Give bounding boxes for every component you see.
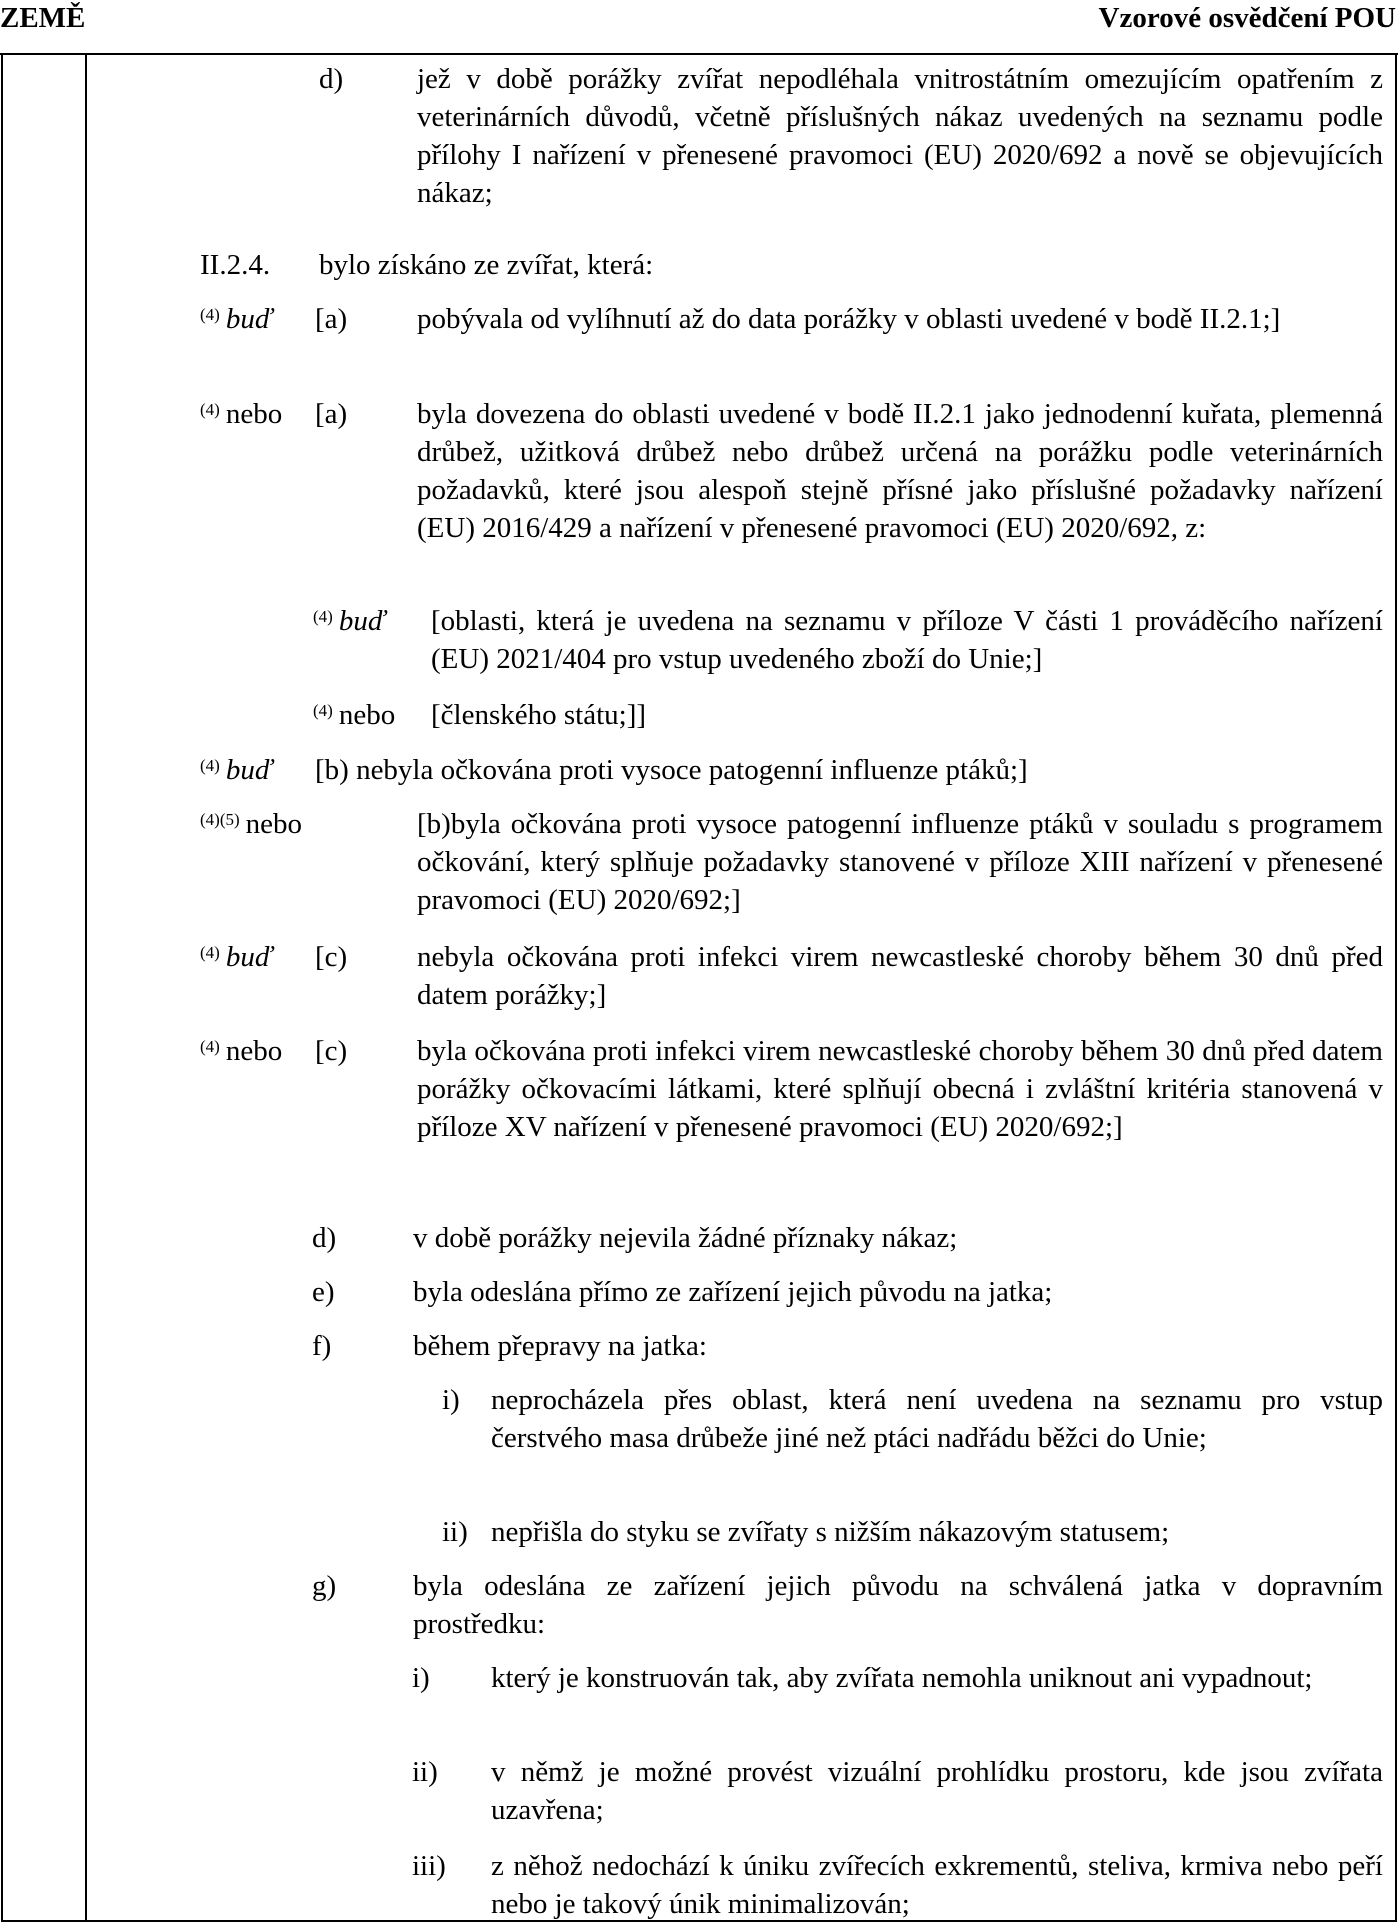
item-a1-text: pobývala od vylíhnutí až do data porážky v oblasti uvedené v bodě II.2.1;]: [417, 303, 1281, 335]
option-marker-or: $^{(4)(5)}$ nebo: [200, 808, 303, 840]
option-marker-or: $^{(4)}$ nebo: [200, 398, 283, 430]
option-marker-either: $^{(4)}$ buď: [200, 941, 273, 973]
item-g-iii-text: z něhož nedochází k úniku zvířecích exkrementů, steliva, krmiva nebo peří nebo je takový únik minimalizován;: [491, 1850, 1383, 1920]
item-d-label: d): [312, 1222, 337, 1254]
page-header: [0, 0, 1398, 56]
item-f-i-label: i): [442, 1384, 460, 1416]
item-f-label: f): [312, 1330, 332, 1362]
option-marker-either: $^{(4)}$ buď: [200, 303, 273, 335]
item-b2-text: [b)byla očkována proti vysoce patogenní influenze ptáků v souladu s programem očkování, který splňuje požadavky stanovené v příloze XIII nařízení v přenesené pravomoci (EU) 2020/692;]: [417, 808, 1383, 916]
item-f-text: během přepravy na jatka:: [413, 1330, 707, 1362]
item-f-i-text: neprocházela přes oblast, která není uvedena na seznamu pro vstup čerstvého masa drůbeže jiné než ptáci nadřádu běžci do Unie;: [491, 1384, 1383, 1454]
item-d-top-text: jež v době porážky zvířat nepodléhala vnitrostátním omezujícím opatřením z veterinárních důvodů, včetně příslušných nákaz uvedených na seznamu podle přílohy I nařízení v přenesené pravomoci (EU) 2020/692 a nově se objevujících nákaz;: [417, 63, 1383, 209]
option-marker-either: $^{(4)}$ buď: [200, 754, 273, 786]
item-d-text: v době porážky nejevila žádné příznaky nákaz;: [413, 1222, 958, 1254]
item-g-text: byla odeslána ze zařízení jejich původu na schválená jatka v dopravním prostředku:: [413, 1570, 1383, 1640]
item-f-ii-text: nepřišla do styku se zvířaty s nižším nákazovým statusem;: [491, 1516, 1170, 1548]
item-a2-text: byla dovezena do oblasti uvedené v bodě II.2.1 jako jednodenní kuřata, plemenná drůbež, užitková drůbež nebo drůbež určená na porážku podle veterinárních požadavků, které jsou alespoň stejně přísné jako příslušné požadavky nařízení (EU) 2016/429 a nařízení v přenesené pravomoci (EU) 2020/692, z:: [417, 398, 1383, 544]
item-c2-text: byla očkována proti infekci virem newcastleské choroby během 30 dnů před datem porážky očkovacími látkami, které splňují obecná i zvláštní kritéria stanovená v příloze XV nařízení v přenesené pravomoci (EU) 2020/692;]: [417, 1035, 1383, 1143]
item-f-ii-label: ii): [442, 1516, 468, 1548]
option-marker-or: $^{(4)}$ nebo: [313, 699, 396, 731]
section-ii-2-4-text: bylo získáno ze zvířat, která:: [319, 249, 654, 281]
item-c1-text: nebyla očkována proti infekci virem newcastleské choroby během 30 dnů před datem porážky;]: [417, 941, 1383, 1011]
item-e-label: e): [312, 1276, 335, 1308]
item-a2-either-text: [oblasti, která je uvedena na seznamu v příloze V části 1 prováděcího nařízení (EU) 2021/404 pro vstup uvedeného zboží do Unie;]: [431, 605, 1383, 675]
item-g-ii-text: v němž je možné provést vizuální prohlídku prostoru, kde jsou zvířata uzavřena;: [491, 1756, 1383, 1826]
item-a2-or-text: [členského státu;]]: [431, 699, 647, 731]
item-g-iii-label: iii): [412, 1850, 446, 1882]
item-b1-text: [b) nebyla očkována proti vysoce patogenní influenze ptáků;]: [315, 754, 1028, 786]
certificate-body: [87, 55, 1392, 1920]
item-e-text: byla odeslána přímo ze zařízení jejich původu na jatka;: [413, 1276, 1053, 1308]
item-d-top-label: d): [319, 63, 344, 95]
item-a2-label: [a): [315, 398, 348, 430]
item-g-label: g): [312, 1570, 337, 1602]
item-c2-label: [c): [315, 1035, 348, 1067]
country-label: ZEMĚ: [0, 2, 86, 34]
certificate-title: Vzorové osvědčení POU: [1098, 2, 1396, 34]
option-marker-either: $^{(4)}$ buď: [313, 605, 386, 637]
section-ii-2-4-number: II.2.4.: [200, 249, 271, 281]
item-c1-label: [c): [315, 941, 348, 973]
item-a1-label: [a): [315, 303, 348, 335]
item-g-i-label: i): [412, 1662, 430, 1694]
item-g-ii-label: ii): [412, 1756, 438, 1788]
item-g-i-text: který je konstruován tak, aby zvířata nemohla uniknout ani vypadnout;: [491, 1662, 1313, 1694]
option-marker-or: $^{(4)}$ nebo: [200, 1035, 283, 1067]
